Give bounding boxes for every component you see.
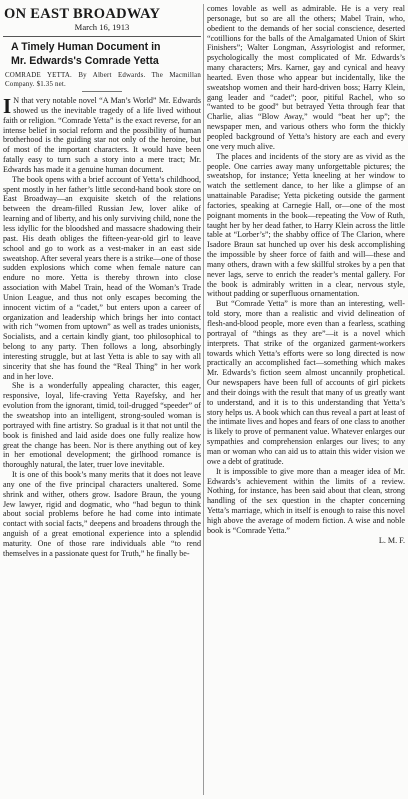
section-divider xyxy=(3,36,201,37)
paragraph-6: The places and incidents of the story are as vivid as the people. One carries away many unforgettable pictures; the sweatshop, for instance; Yetta kneeling at her window to watch the settlement dance, to her like a glimpse of an unattainable Paradise; Yetta picketing outside the garment factories, speaking at Carnegie Hall, or—one of the most poignant moments in the book—repeating the Vow of Ruth, taught her by her dead father, to Harry Klein across the little table at “Lorber’s”; the shabby office of The Clarion, where Isadore Braun sat hunched up over his desk accomplishing the impossible by sheer force of faith and will—these and many others, drawn with a few skillful strokes by a pen that never lags, serve to enrich the reader’s mental gallery. For the book is admirably written in a clear, nervous style, without padding or superfluous ornamentation. xyxy=(207,151,405,299)
paragraph-4: It is one of this book’s many merits that it does not leave any one of the five principal characters unaltered. Some shrink and wither, others grow. Isadore Braun, the young Jew lawyer, rigid and dogmatic, who “had begun to think about social problems before he had come into intimate contact with social facts,” deepens and broadens through the anguish of a great emotional experience into a splendid maturity. One of those rare individuals able “to rend themselves in a passionate quest for Truth,” he finally be- xyxy=(3,470,201,558)
paragraph-1 xyxy=(3,96,201,175)
paragraph-2: The book opens with a brief account of Yetta’s childhood, spent mostly in her father’s little second-hand book store on East Broadway—an exquisite sketch of the relations between the dream-filled Russian Jew, lover alike of learning and of liberty, and his only surviving child, none the less idyllic for the bloodshed and massacre shadowing their past. His death obliges the fifteen-year-old girl to leave school and go to work as a vest-maker in an east side sweatshop. After several years there is a strike—one of those sudden explosions which come when female nature can endure no more. Yetta is thereby thrown into close association with Mabel Train, head of the Woman’s Trade Union League, and thus not only escapes becoming the innocent victim of a “cadet,” but enters upon a career of organization and leadership which brings her into contact with rich “women from uptown” as well as trades unionists, Socialists, and a certain kindly giant, too philosophical to belong to any party. Then follows a long, absorbingly interesting struggle, but at last Yetta is able to say with all sincerity that she has found the “Real Thing” in her work and in her love. xyxy=(3,174,201,381)
column-divider xyxy=(203,4,204,795)
byline-rule xyxy=(82,91,122,92)
signature: L. M. F. xyxy=(378,535,405,545)
left-column xyxy=(3,4,201,559)
paragraph-8: It is impossible to give more than a meager idea of Mr. Edwards’s achievement within the limits of a review. Nothing, for instance, has been said about that clean, strong handling of the sex question in the chapter concerning Yetta’s marriage, which in itself is enough to raise this novel high above the average of modern fiction. A wise and noble book is “Comrade Yetta.” xyxy=(207,466,405,535)
drop-cap: I xyxy=(3,94,12,118)
paragraph-1-text: N that very notable novel “A Man’s World” Mr. Edwards showed us the inevitable tragedy of a life lived without faith or religion. “Comrade Yetta” is the exact reverse, for an intense belief in social reform and the possibility of human brotherhood is the guiding star not only of the heroine, but of most of the important characters. It would have been fatally easy to turn such a story into a mere tract; Mr. Edwards has made it a genuine human document. xyxy=(3,96,201,174)
paragraph-7: But “Comrade Yetta” is more than an interesting, well-told story, more than a realistic and vivid delineation of flesh-and-blood people, more even than a fearless, scathing portrayal of “things as they are”—it is a novel which interprets. That strike of the organized garment-workers towards which Yetta’s efforts were so long directed is now practically an accomplished fact—something which makes Mr. Edwards’s fiction seem almost uncannily prophetical. Our newspapers have been full of accounts of girl pickets and their doings with the result that many of us greatly want to understand, and it is to this understanding that Yetta’s story helps us. A book which can thus reveal a part at least of the intimate lives and hopes and fears of one class to another is likely to prove of permanent value. Whatever enlarges our sympathies and comprehension enlarges our lives; to any man or woman who can aid us to attain this wider vision we owe a debt of gratitude. xyxy=(207,299,405,466)
right-column xyxy=(207,4,405,545)
dateline: March 16, 1913 xyxy=(74,22,130,32)
paragraph-3: She is a wonderfully appealing character, this eager, responsive, loyal, life-craving Yetta Rayefsky, and her evolution from the ignorant, timid, toil-drugged “speeder” of the sweatshop into an intelligent, strong-souled woman is portrayed with fine artistry. So gradual is it that not until the book is finished and laid aside does one fully realize how great the change has been. Nor is there anything out of key in her emotional development; the girlhood romance is thoroughly natural, the later, truer love inevitable. xyxy=(3,381,201,470)
section-title: ON EAST BROADWAY xyxy=(4,6,161,22)
paragraph-5: comes lovable as well as admirable. He is a very real personage, but so are all the others; Mabel Train, who, obedient to the demands of her social conscience, deserted “cotillions for the balls of the Amalgamated Union of Skirt Finishers”; Walter Longman, Assyriologist and reformer, psychologically the most complicated of Mr. Edwards’s many characters; Mrs. Karner, gay and cynical and heavy hearted. Even those who appear but incidentally, like the sweatshop women and their hard-driven boss; Harry Klein, gang leader and “cadet”; poor, pitiful Rachel, who so “wanted to be good” but betrayed Yetta through fear that Charlie, alias “Blow Away,” would “beat her up”; the newspaper men, and various others who form the thickly peopled background of Yetta’s history are each and every one very much alive. xyxy=(207,4,405,151)
headline-line-1: A Timely Human Document in xyxy=(11,41,161,53)
byline: COMRADE YETTA. By Albert Edwards. The Macmillan Company. $1.35 net. xyxy=(5,72,201,88)
headline-line-2: Mr. Edwards's Comrade Yetta xyxy=(11,54,159,67)
